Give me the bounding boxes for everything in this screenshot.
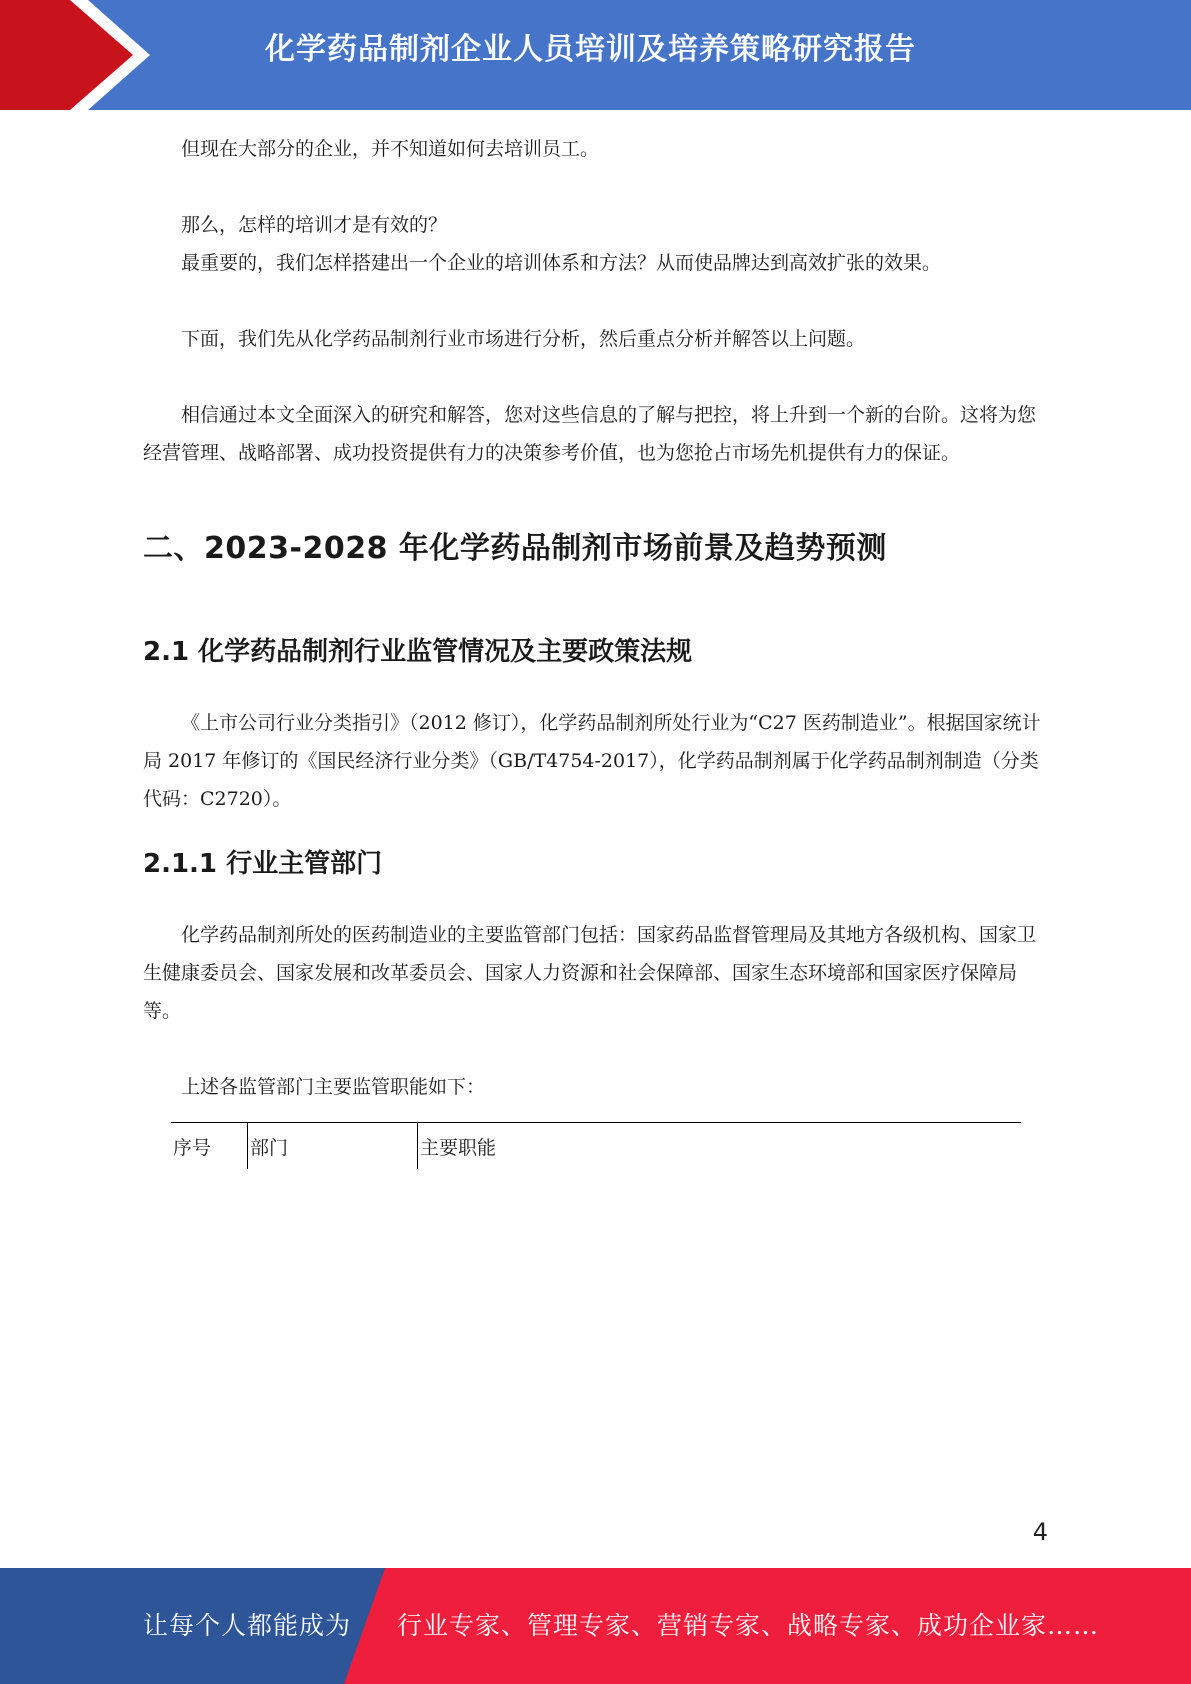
table-header-duties: 主要职能 [418,1123,1022,1170]
header-title: 化学药品制剂企业人员培训及培养策略研究报告 [265,32,916,67]
table-intro: 上述各监管部门主要监管职能如下： [181,1076,486,1098]
intro-paragraph-5: 相信通过本文全面深入的研究和解答，您对这些信息的了解与把控，将上升到一个新的台阶。这将为您经营管理、战略部署、成功投资提供有力的决策参考价值，也为您抢占市场先机提供有力的保证。 [143,404,1037,464]
page-footer [0,1568,1191,1684]
table-header-department: 部门 [248,1123,418,1170]
table-header-index: 序号 [171,1123,248,1170]
page-number: 4 [1032,1518,1048,1546]
intro-paragraph-2: 那么，怎样的培训才是有效的？ [181,214,448,236]
intro-paragraph-3: 最重要的，我们怎样搭建出一个企业的培训体系和方法？从而使品牌达到高效扩张的效果。 [181,252,942,274]
page-header [0,0,1191,110]
table-header-row [171,1123,1021,1170]
section-2-1-1-heading: 2.1.1 行业主管部门 [143,849,383,879]
section-2-heading: 二、2023-2028 年化学药品制剂市场前景及趋势预测 [143,531,887,566]
footer-slogan-left: 让每个人都能成为 [143,1611,352,1640]
section-2-1-body: 《上市公司行业分类指引》（2012 修订），化学药品制剂所处行业为“C27 医药制造业”。根据国家统计局 2017 年修订的《国民经济行业分类》（GB/T4754-2017），化学药品制剂属于化学药品制剂制造（分类代码：C2720）。 [143,712,1041,810]
footer-slogan-right: 行业专家、管理专家、营销专家、战略专家、成功企业家…… [397,1611,1100,1640]
section-2-1-1-body: 化学药品制剂所处的医药制造业的主要监管部门包括：国家药品监督管理局及其地方各级机构、国家卫生健康委员会、国家发展和改革委员会、国家人力资源和社会保障部、国家生态环境部和国家医疗保障局等。 [143,924,1037,1022]
page-content [143,130,1048,1169]
duties-table [171,1122,1021,1169]
section-2-1-heading: 2.1 化学药品制剂行业监管情况及主要政策法规 [143,637,693,667]
intro-paragraph-1: 但现在大部分的企业，并不知道如何去培训员工。 [181,138,600,160]
intro-paragraph-4: 下面，我们先从化学药品制剂行业市场进行分析，然后重点分析并解答以上问题。 [181,328,866,350]
